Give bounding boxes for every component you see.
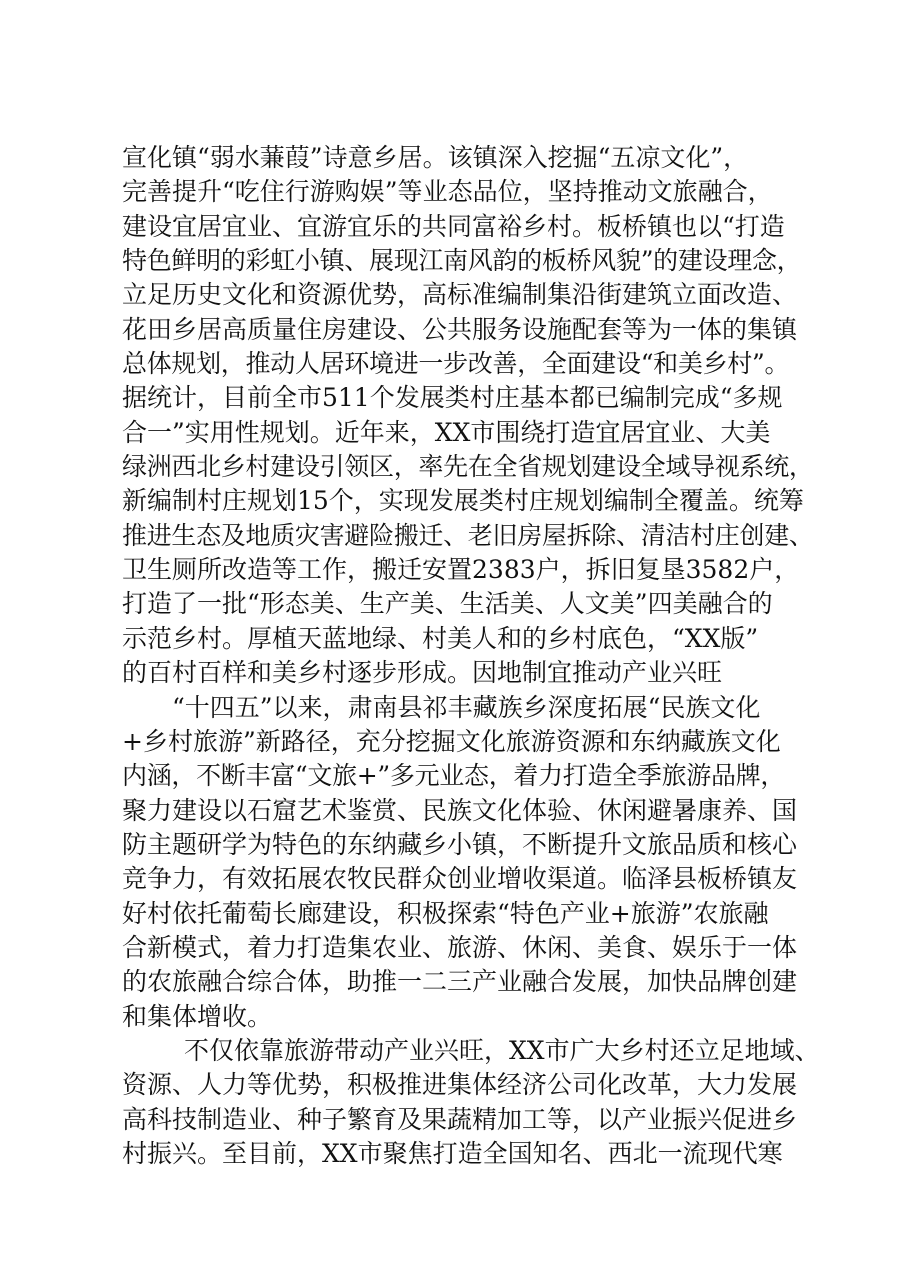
paragraph-first-line: 不仅依靠旅游带动产业兴旺，XX市广大乡村还立足地域、 [184, 1035, 820, 1065]
text-line: 绿洲西北乡村建设引领区，率先在全省规划建设全域导视系统， [122, 452, 814, 482]
text-line: 宣化镇“弱水蒹葭”诗意乡居。该镇深入挖掘“五凉文化”， [122, 143, 749, 172]
text-line: 建设宜居宜业、宜游宜乐的共同富裕乡村。板桥镇也以“打造 [122, 211, 785, 241]
body-text [122, 141, 820, 1171]
text-line: 的百村百样和美乡村逐步形成。因地制宜推动产业兴旺 [122, 658, 723, 688]
text-line: 的农旅融合综合体，助推一二三产业融合发展，加快品牌创建 [122, 967, 798, 997]
text-line: 合新模式，着力打造集农业、旅游、休闲、美食、娱乐于一体 [122, 932, 798, 962]
text-line: 聚力建设以石窟艺术鉴赏、民族文化体验、休闲避暑康养、国 [122, 795, 798, 825]
paragraph-first-line: “十四五”以来，肃南县祁丰藏族乡深度拓展“民族文化 [172, 692, 761, 722]
text-line: 防主题研学为特色的东纳藏乡小镇，不断提升文旅品质和核心 [122, 829, 798, 859]
text-line: 资源、人力等优势，积极推进集体经济公司化改革，大力发展 [122, 1070, 798, 1100]
text-line: +乡村旅游”新路径，充分挖掘文化旅游资源和东纳藏族文化 [122, 726, 781, 756]
text-line: 好村依托葡萄长廊建设，积极探索“特色产业+旅游”农旅融 [122, 898, 769, 928]
text-line: 立足历史文化和资源优势，高标准编制集沿街建筑立面改造、 [122, 280, 798, 310]
text-line: 村振兴。至目前，XX市聚焦打造全国知名、西北一流现代寒 [122, 1138, 783, 1168]
text-line: 打造了一批“形态美、生产美、生活美、人文美”四美融合的 [122, 589, 773, 619]
text-line: 竞争力，有效拓展农牧民群众创业增收渠道。临泽县板桥镇友 [122, 864, 798, 894]
text-line: 据统计，目前全市511个发展类村庄基本都已编制完成“多规 [122, 383, 783, 413]
text-line: 高科技制造业、种子繁育及果蔬精加工等，以产业振兴促进乡 [122, 1104, 798, 1134]
text-line: 和集体增收。 [122, 1001, 273, 1031]
text-line: 新编制村庄规划15个，实现发展类村庄规划编制全覆盖。统筹 [122, 486, 804, 516]
text-line: 花田乡居高质量住房建设、公共服务设施配套等为一体的集镇 [122, 314, 798, 344]
text-line: 示范乡村。厚植天蓝地绿、村美人和的乡村底色，“XX版” [122, 623, 759, 653]
text-line: 卫生厕所改造等工作，搬迁安置2383户，拆旧复垦3582户， [122, 555, 800, 585]
text-line: 完善提升“吃住行游购娱”等业态品位，坚持推动文旅融合， [122, 177, 773, 207]
text-line: 特色鲜明的彩虹小镇、展现江南风韵的板桥风貌”的建设理念， [122, 246, 802, 276]
text-line: 合一”实用性规划。近年来，XX市围绕打造宜居宜业、大美 [122, 417, 771, 447]
text-line: 总体规划，推动人居环境进一步改善，全面建设“和美乡村”。 [122, 349, 790, 379]
text-line: 推进生态及地质灾害避险搬迁、老旧房屋拆除、清洁村庄创建、 [122, 520, 814, 550]
text-line: 内涵，不断丰富“文旅+”多元业态，着力打造全季旅游品牌， [122, 761, 786, 791]
